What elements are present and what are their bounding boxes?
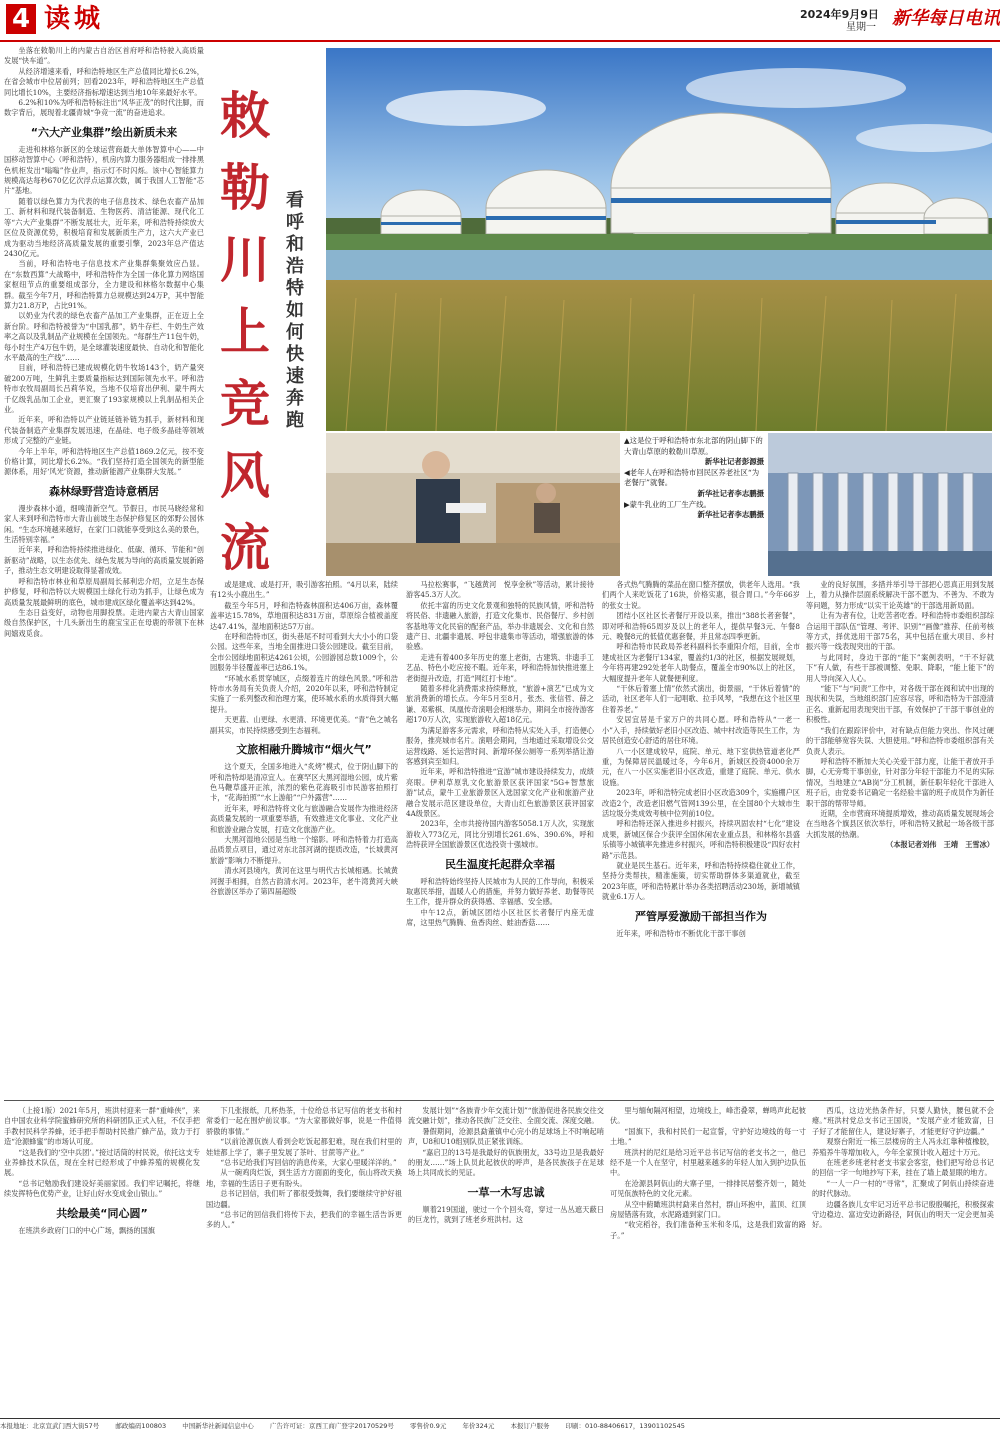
paragraph: 暑假期间，沧源县勐董镇中心完小的足球场上不时响起哨声，U8和U10组别队员正紧张训练。 [408, 1126, 604, 1147]
subheading: “六大产业集群”绘出新质未来 [30, 125, 178, 139]
footer-address: 本报地址：北京宣武门西大街57号 [0, 1422, 100, 1430]
paragraph: 大黑河湿地公园是当地一个缩影。呼和浩特着力打造高品质景点项目，通过对东北部河湖的提质改造，“长城黄河旅游”影响力不断提升。 [210, 834, 398, 865]
paragraph: 总书记回信，我们听了都很受鼓舞，我们要继续守护好祖国边疆。 [206, 1189, 402, 1209]
photo-dairy-production-line [768, 433, 992, 576]
subheading: 共绘最美“同心圆” [56, 1206, 148, 1220]
paragraph: 在呼和浩特市区，街头巷尾不时可看到大大小小的口袋公园。这些年来，当地全面推进口袋公园建设。截至目前，全市公园绿地面积达4261公顷，公园游园总数1009个，公园服务半径覆盖率已达86.1%。 [210, 632, 398, 673]
issue-date: 2024年9月9日 [800, 8, 879, 21]
caption-text-1: ▲这是位于呼和浩特市东北部的阴山脚下的大青山草原的敕勒川草原。 [624, 436, 763, 456]
subheading: 文旅相融升腾城市“烟火气” [236, 743, 372, 757]
paragraph: 随着多样化消费需求持续释放，“旅游+演艺”已成为文旅消费新的增长点。今年5月至8月，张杰、张信哲、薛之谦、邓紫棋、凤凰传奇演唱会相继举办，期间全市接待游客超170万人次，实现旅游收入超18亿元。 [406, 684, 594, 725]
paragraph: 走进有着400多年历史的塞上老街，古建筑、非遗手工艺品、特色小吃应接不暇。近年来，呼和浩特加快推进塞上老街提升改造，打造“网红打卡地”。 [406, 652, 594, 683]
paragraph: 截至今年5月，呼和浩特森林面积达406万亩，森林覆盖率达15.78%，草地面积达831万亩，草原综合植被盖度达47.41%，湿地面积达57万亩。 [210, 600, 398, 631]
paragraph: 6.2%和10%为呼和浩特标注出“风华正茂”的时代注脚，而数字背后，展现着北疆青城“争竞一流”的奋进追求。 [4, 98, 204, 118]
caption-text-3: ▶蒙牛乳业的工厂生产线。 [624, 499, 711, 509]
paragraph: 在沧源县阿佤山的大寨子里，一排排民居整齐划一，随处可见佤族特色的文化元素。 [610, 1178, 806, 1199]
paragraph: 为满足游客多元需求，呼和浩特从实处入手，打造便心服务，推亮城市名片。演唱会期间，当地通过采取增设公交运营线路、延长运营时间、新增环保公厕等一系列举措让游客感到宾至如归。 [406, 725, 594, 766]
caption-credit-1: 新华社记者彭源摄 [704, 457, 764, 467]
paragraph: 近年来，呼和浩特持续推进绿化、低碳、循环、节能和“创新驱动”战略，以生态优先、绿色发展为导向的高质量发展新路子，推动生态文明建设取得显著成效。 [4, 545, 204, 576]
paragraph: 近年来，呼和浩特以产业链延链补链为抓手，新材料和现代装备制造产业集群发展迅速，在晶硅、电子级多晶硅等领域形成了完整的产业链。 [4, 415, 204, 446]
paragraph: “嘉启卫的13号是我最好的佤族朋友，33号边卫是我最好的朋友……”场上队员此起彼伏的呼声，是各民族孩子在足球场上共同成长的见证。 [408, 1147, 604, 1178]
paragraph: 这个夏天，全国多地进入“炙烤”模式，位于阴山脚下的呼和浩特却是清凉宜人。在赛罕区大黑河湿地公园，成片紫色马鞭草盛开正浓，浓烈的紫色花海吸引市民游客拍照打卡，“花海拍照”“水上游船”“户外露营”…… [210, 762, 398, 803]
issue-weekday: 星期一 [846, 22, 876, 33]
paragraph: 依托丰富的历史文化景观和独特的民族风情，呼和浩特将民俗、非遗融入旅游，打造文化集市、民俗餐厅、乡村创客基地等文化民宿的配套产品，举办非遗展会、文化和自然遗产日、北疆非遗展、呼包非遗集市等活动，增强旅游的体验感。 [406, 600, 594, 652]
paragraph: 西瓜，这边光热条件好，只要人勤快，腰包就不会瘪。”班洪村党总支书记王国说，“发展产业才能致富，日子好了才能留住人，建设好寨子，才能更好守护边疆。” [812, 1106, 994, 1136]
paragraph: 从经济增速来看，呼和浩特地区生产总值同比增长6.2%，在省会城市中位居前列；回看2023年，呼和浩特地区生产总值同比增长10%，主要经济指标增速达到当地10年来最好水平。 [4, 66, 204, 97]
paragraph: 里与缅甸隔河相望，边境线上，峰峦叠翠，蝉鸣声此起彼伏。 [610, 1106, 806, 1126]
paragraph: 近年来，呼和浩特推进“宜游”城市建设持续发力，成绩亮眼。伊利草原乳文化旅游景区获评国家“5G+智慧旅游”试点，蒙牛工业旅游景区入选国家文化产业和旅游产业融合发展示范区建设单位，大青山红色旅游景区获评国家4A级景区。 [406, 767, 594, 818]
photo-grassland-yurts [326, 48, 992, 431]
paper-logo: 新华每日电讯 [892, 8, 1000, 29]
paragraph: 安居宜居是千家万户的共同心愿。呼和浩特从“一老一小”入手，持续做好老旧小区改造、城中村改造等民生工作，为居民创造安心舒适的居住环境。 [602, 715, 800, 746]
paragraph: “以前沧源佤族人看到会吃饭起都犯难，现在我们村里的娃娃都上学了，寨子里发展了茶叶、甘蔗等产业。” [206, 1137, 402, 1157]
section-divider [4, 1100, 994, 1101]
canteen-photo-svg [326, 433, 620, 576]
paragraph: 漫步森林小道，细嗅清新空气。节假日，市民马晓经常和家人来到呼和浩特市大青山前坡生态保护修复区的郊野公园休闲。“生态环境越来越好，在家门口就能享受到这么美的景色，生活特别幸福。” [4, 503, 204, 545]
paragraph: 2023年，全市共接待国内游客5058.1万人次，实现旅游收入773亿元，同比分别增长261.6%、390.6%，呼和浩特获评全国旅游景区优选投资十强城市。 [406, 819, 594, 850]
bottom-column-5 [812, 1106, 994, 1414]
page-number: 4 [6, 4, 36, 34]
byline: （本报记者刘伟 王靖 王雪冰） [886, 840, 994, 850]
bottom-column-2 [206, 1106, 402, 1414]
paragraph: 今年上半年，呼和浩特地区生产总值1869.2亿元，按不变价格计算，同比增长6.2%。“我们坚持打造全国领先的新型能源体系，用好‘风光’资源，推动新能源产业集群大发展。” [4, 446, 204, 477]
paragraph: 呼和浩特还深入推进乡村振兴，持续巩固农村“七化”建设成果，新城区保合少获评全国休闲农业重点县，和林格尔县盛乐镇等小城镇率先推进乡村振兴，呼和浩特积极建设“四好农村路”示范县。 [602, 819, 800, 860]
paragraph: 呼和浩特不断加大关心关爱干部力度，让能干者放开手脚，心无旁骛干事创业，针对部分年轻干部能力不足的实际情况，当地建立“AB岗”分工机制，新任职年轻化干部进入班子后，由党委书记确定一名经验丰富的班子成员作为新任职干部的帮带导师。 [806, 756, 994, 808]
paragraph: 或是建成、或是打开，吸引游客拍照。“4月以来，陆续有12头小鹿出生。” [210, 580, 398, 600]
paragraph: 呼和浩特市民政局养老科副科长李重阳介绍，目前，全市建成社区为老餐厅134家，覆盖约1/3的社区，根据发展规划，今年将再建292处老年人助餐点，覆盖全市90%以上的社区，大幅度提升老年人就餐便利度。 [602, 642, 800, 683]
paragraph: 生态日益变好，动物也用脚投票。走进内蒙古大青山国家级自然保护区，十几头新出生的鹿宝宝正在母鹿的带领下在林间嬉戏觅食。 [4, 607, 204, 638]
paragraph: 当前，呼和浩特电子信息技术产业集群集聚效应凸显。在“东数西算”大战略中，呼和浩特作为全国一体化算力网络国家枢纽节点的重要组成部分，全力建设和林格尔数据中心集群。截至今年7月，呼和浩特算力总规模达到24万P，其中智能算力21.8万P，占比91%。 [4, 259, 204, 310]
subheading: 森林绿野营造诗意栖居 [49, 484, 159, 498]
paragraph: “能下”与“问责”工作中，对各级干部在阀和试中出现的现状和失误，当地组织部门应容尽容，呼和浩特为干部澄清正名、重新起用表现突出干部，有效保护了干部干事创业的积极性。 [806, 684, 994, 725]
paragraph: 呼和浩特始终坚持人民城市为人民的工作导向，积极采取惠民举措，温暖人心的措施，并努力做好养老、助餐等民生工作，提升群众的获得感、幸福感、安全感。 [406, 876, 594, 907]
bottom-column-3 [408, 1106, 604, 1414]
main-headline: 敕勒川上竞风流 [220, 86, 270, 577]
paragraph: 中午12点，新城区团结小区社区长者餐厅内座无虚席，这里热气腾腾、鱼香肉丝、蛙油香菇…… [406, 907, 594, 928]
paragraph: 各式热气腾腾的菜品在窗口整齐摆放，供老年人选用。“我们两个人来吃饭花了16块，价格实惠，很合胃口。”今年66岁的张女士说。 [602, 580, 800, 610]
paragraph: 八一小区建成较早，庭院、单元、地下室供热管道老化严重，为保障居民温暖过冬，今年6月，新城区投资4000余万元，在八一小区实施老旧小区改造，重建了庭院、单元、供水设施。 [602, 746, 800, 787]
paragraph: 近年来，呼和浩特市不断优化干部干事创 [616, 928, 746, 938]
paragraph: （上接1版）2021年5月，班洪村迎来一群“重峰侠”，来自中国农业科学院蜜蜂研究所的科研团队正式入驻，不仅手把手教村民科学养蜂，还手把手帮助村民推广蜂产品，致力于打造“沧源蜂蜜”的市场认可度。 [4, 1106, 200, 1147]
paragraph: “总书记的回信我们将传下去，把我们的幸福生活告诉更多的人。” [206, 1210, 402, 1230]
article-column-center-3 [602, 580, 800, 1096]
paragraph: 在班洪乡政府门口的中心广场，飘扬的国旗 [18, 1225, 155, 1235]
subheading: 民生温度托起群众幸福 [445, 857, 555, 871]
paragraph: 清水河县境内，黄河在这里与明代古长城相遇。长城黄河握手相拥，自然古韵清水河。2023年，老牛湾黄河大峡谷旅游区举办了第四届超级 [210, 866, 398, 896]
paragraph: 与此同时，身边干部的“能下”案例表明，“干不好就下”有人做，有些干部被调整、免职、降职，“能上能下”的用人导向深入人心。 [806, 652, 994, 683]
article-column-center-2 [406, 580, 594, 1096]
paragraph: 随着以绿色算力为代表的电子信息技术、绿色农畜产品加工、新材料和现代装备制造、生物医药、清洁能源、现代化工等“六大产业集群”不断发展壮大，近年来，呼和浩特持续放大区位及资源优势，积极培育和发展新质生产力，这六大产业已成为驱动当地经济高质量发展的重要引擎，2023年总产值达2430亿元。 [4, 196, 204, 258]
paragraph: 顺着219国道，驶过一个个回头弯，穿过一丛丛遮天蔽日的巨龙竹，就到了班老乡班洪村。这 [408, 1204, 604, 1225]
section-title: 读城 [44, 4, 105, 34]
caption-text-2: ◀老年人在呼和浩特市回民区养老社区“为老餐厅”就餐。 [624, 467, 760, 488]
paragraph: 走进和林格尔新区的全球运营商最大单体智算中心——中国移动智算中心（呼和浩特），机房内算力服务器组成一排排黑色机柜发出“嗡嗡”作业声，指示灯不时闪烁。该中心智能算力规模高达每秒670亿亿次浮点运算次数，属于我国人工智能“芯片”基地。 [4, 144, 204, 196]
paragraph: 目前，呼和浩特已建成规模化奶牛牧场143个，奶产量突破200万吨，生鲜乳主要质量指标达到国际领先水平。呼和浩特市农牧局副局长吕莉华说，当地不仅培育出伊利、蒙牛两大千亿级乳品加工企业，更汇聚了193家规模以上乳制品相关企业。 [4, 363, 204, 414]
paragraph: 观察台附近一栋三层楼房的主人冯永红靠种植橡胶，养殖养牛等增加收入，今年全家预计收入超过十万元。 [812, 1137, 994, 1157]
paragraph: 呼和浩特市林业和草原局副局长郝利忠介绍，立足生态保护修复，呼和浩特以大规模国土绿化行动为抓手，让绿色成为高质量发展最鲜明的底色，城市建成区绿化覆盖率达到42%。 [4, 576, 204, 607]
paragraph: 让有为者有位，让吃苦者吃香。呼和浩特市委组织部综合运用干部队伍“管理、考评、识别”“画像”推荐、任前考核等方式，择优选用干部75名，其中包括在重大项目、乡村振兴等一线表现突出的干部。 [806, 611, 994, 652]
paragraph: “国旗下，我和村民们一起宣誓，守护好边境线的每一寸土地。” [610, 1126, 806, 1147]
footer-center: 中国新华社新闻信息中心 [182, 1422, 254, 1430]
paragraph: 边疆各族儿女牢记习近平总书记殷殷嘱托，积极探索守边稳边、富边安边新路径，阿佤山的明天一定会更加美好。 [812, 1199, 994, 1230]
photo-elderly-canteen [326, 433, 620, 576]
paragraph: “干休后着塞上情”依然式演出，街景丽，“干休后着情”的活动，社区老年人们一起唱歌、拉手风琴，“我想在这个社区里住着养老。” [602, 684, 800, 714]
article-column-left [4, 46, 204, 1096]
footer-subscriber-service: 本报订户服务 [510, 1422, 550, 1430]
paragraph: “环城水系贯穿城区，点缀着连片的绿色风景。”呼和浩特市水务局有关负责人介绍，2020年以来，呼和浩特制定实施了一系列整改和治理方案，使环城水系的水质得到大幅提升。 [210, 673, 398, 714]
paragraph: 在班老乡班老村老支书家会客室，他们把写给总书记的回信一字一句地抄写下来，挂在了墙上最显眼的地方。 [812, 1158, 994, 1178]
paragraph: “收完稻谷，我们准备种玉米和冬瓜，这是我们致富的路子。” [610, 1220, 806, 1240]
paragraph: 业的良好氛围，多措并举引导干部把心思真正用到发展上，着力从操作层面系统解决干部不愿为、不善为、不敢为等问题，努力形成“以实干论英雄”的干部选用新局面。 [806, 580, 994, 610]
caption-credit-3: 新华社记者李志鹏摄 [697, 510, 764, 520]
footer-postcode: 邮政编码100803 [115, 1422, 167, 1430]
caption-credit-2: 新华社记者李志鹏摄 [697, 488, 764, 498]
article-column-right [806, 580, 994, 1096]
paragraph: 从一碗鸡肉烂饭，到生活方方面面的变化，佤山将改天换地，幸福的生活日子更有盼头。 [206, 1168, 402, 1188]
paragraph: “我们在跟踪评价中，对有缺点但能力突出、作风过硬的干部能够宽容失误、大胆使用。”呼和浩特市委组织部有关负责人表示。 [806, 725, 994, 756]
paragraph: “这是我们的‘空中兵团’。”接过话筒的村民说，依托这支专业养蜂技术队伍，现在全村已经形成了中蜂养殖的规模化发展。 [4, 1147, 200, 1178]
grassland-photo-svg [326, 48, 992, 431]
paragraph: “总书记勉励我们建设好美丽家园。我们牢记嘱托，将继续发挥特色优势产业，让好山好水变成金山银山。” [4, 1178, 200, 1199]
footer-ad-license: 广告许可证：京西工商广登字20170529号 [269, 1422, 394, 1430]
subheading: 一草一木写忠诚 [467, 1185, 545, 1199]
paragraph: 发展计划”“各族青少年交流计划”“旅游促进各民族交往交流交融计划”，推动各民族广泛交往、全面交流、深度交融。 [408, 1106, 604, 1126]
paragraph: 从空中俯瞰班洪村勐来自然村，群山环抱中，蓝顶、红顶房屋错落有致，水泥路通到家门口。 [610, 1199, 806, 1220]
paragraph: “总书记给我们写回信的消息传来，大家心里暖洋洋的。” [220, 1158, 397, 1168]
paragraph: 2023年，呼和浩特完成老旧小区改造309个，实施棚户区改造2个，改造老旧燃气管网139公里，在全国80个大城市生活垃圾分类成效考核中位列前10位。 [602, 788, 800, 818]
paragraph: 团结小区社区长者餐厅开设以来，推出“388长者套餐”，即对呼和浩特65周岁及以上的老年人，提供早餐3元、午餐8元、晚餐8元的低值优惠套餐，并且常态四季更新。 [602, 611, 800, 642]
page-footer [0, 1418, 1000, 1435]
paragraph: “一人一户一村的“寻常”，汇聚成了阿佤山持续奋进的时代脉动。 [812, 1178, 994, 1199]
paragraph: 近年来，呼和浩特将文化与旅游融合发展作为推进经济高质量发展的一项重要举措，有效推进文化事业、文化产业和旅游业融合发展，打造文化旅游产业。 [210, 803, 398, 834]
footer-retail-price: 零售价0.9元 [410, 1422, 447, 1430]
paragraph: 马拉松赛事，“飞越黄河 悦享金秋”等活动，累计接待游客45.3万人次。 [406, 580, 594, 600]
paragraph: 班洪村的尼红是给习近平总书记写信的老支书之一，他已经不是一个人在坚守，村里越来越多的年轻人加入到护边队伍中。 [610, 1147, 806, 1178]
bottom-column-1 [4, 1106, 200, 1414]
subheading: 严管厚爱激励干部担当作为 [635, 909, 767, 923]
masthead [0, 0, 1000, 42]
dairy-photo-svg [768, 433, 992, 576]
footer-print-phone: 印刷：010-88406617，13901102545 [565, 1422, 685, 1430]
footer-annual-price: 年价324元 [462, 1422, 495, 1430]
headline-deck: 看呼和浩特如何快速奔跑 [286, 190, 304, 431]
paragraph: 就业是民生基石。近年来，呼和浩特持续稳住就业工作，坚持分类帮扶，精准施策，切实帮助群体多渠道就业，截至2023年底，呼和浩特累计举办各类招聘活动230场，新增城镇就业6.1万人。 [602, 860, 800, 902]
article-column-center-1 [210, 580, 398, 1096]
paragraph: 近期，全市营商环境提质增效，推动高质量发展现场会在当地各个旗县区依次举行，呼和浩特又掀起一场各级干部大抓发展的热潮。 [806, 808, 994, 839]
photo-caption [624, 436, 764, 521]
paragraph: 下几张报纸，几杯热茶，十位给总书记写信的老支书和村常委们一起在围炉前议事。“为大家都做好事，说是一件值得骄傲的事情。” [206, 1106, 402, 1136]
paragraph: 以奶业为代表的绿色农畜产品加工产业集群，正在迈上全新台阶。呼和浩特被誉为“中国乳都”，奶牛存栏、牛奶生产效率之高以及乳制品产业规模在全国领先。“每群生产11包牛奶，每小时生产4万包牛奶，是全球灌装速度最快、自动化和智能化水平最高的生产线”…… [4, 311, 204, 362]
bottom-column-4 [610, 1106, 806, 1414]
paragraph: 天更蓝、山更绿、水更清、环境更优美。“青”色之城名副其实，市民持续感受到生态福利。 [210, 715, 398, 735]
paragraph: 坐落在敕勒川上的内蒙古自治区首府呼和浩特驶入高质量发展“快车道”。 [4, 46, 204, 66]
